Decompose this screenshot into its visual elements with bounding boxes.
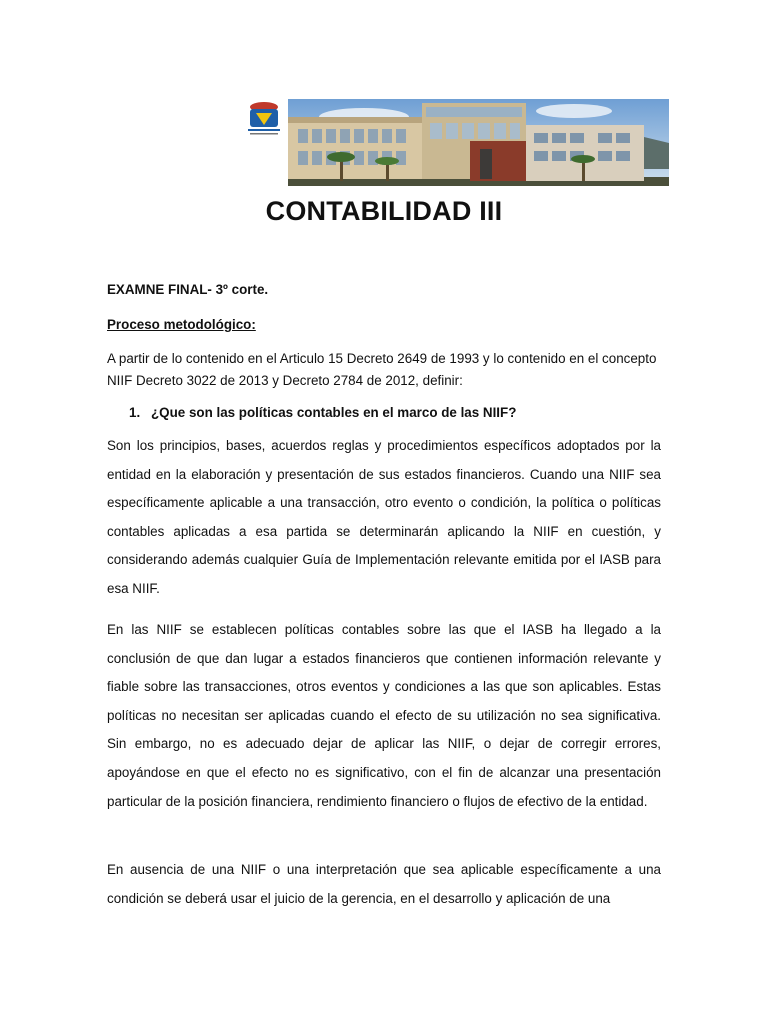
question-item (129, 404, 649, 422)
question-text: ¿Que son las políticas contables en el marco de las NIIF? (151, 405, 517, 420)
method-label: Proceso metodológico: (107, 317, 256, 332)
question-number: 1. (129, 405, 141, 420)
answer-paragraph-1: Son los principios, bases, acuerdos reglas y procedimientos específicos adoptados por la entidad en la elaboración y presentación de sus estados financieros. Cuando una NIIF sea específicamente aplicable a una transacción, otro evento o condición, la política o políticas contables aplicadas a esa partida se determinarán aplicando la NIIF en cuestión, y considerando además cualquier Guía de Implementación relevante emitida por el IASB para esa NIIF. (107, 438, 661, 596)
exam-label: EXAMNE FINAL- 3º corte. (107, 282, 269, 297)
university-building-photo (244, 99, 669, 186)
answer-paragraph-2: En las NIIF se establecen políticas contables sobre las que el IASB ha llegado a la conclusión de que dan lugar a estados financieros que contienen información relevante y fiable sobre las transacciones, otros eventos y condiciones a las que son aplicables. Estas políticas no necesitan ser aplicadas cuando el efecto de su utilización no sea significativa. Sin embargo, no es adecuado dejar de aplicar las NIIF, o dejar de corregir errores, apoyándose en que el efecto no es significativo, con el fin de alcanzar una presentación particular de la posición financiera, rendimiento financiero o flujos de efectivo de la entidad. (107, 622, 661, 809)
answer-paragraph-3: En ausencia de una NIIF o una interpretación que sea aplicable específicamente a una condición se deberá usar el juicio de la gerencia, en el desarrollo y aplicación de una (107, 862, 661, 906)
document-title (0, 196, 768, 227)
header-banner (244, 99, 669, 186)
title-text: CONTABILIDAD III (265, 196, 503, 226)
institution-crest-icon (248, 102, 280, 135)
intro-paragraph: A partir de lo contenido en el Articulo 15 Decreto 2649 de 1993 y lo contenido en el concepto NIIF Decreto 3022 de 2013 y Decreto 2784 de 2012, definir: (107, 351, 657, 388)
